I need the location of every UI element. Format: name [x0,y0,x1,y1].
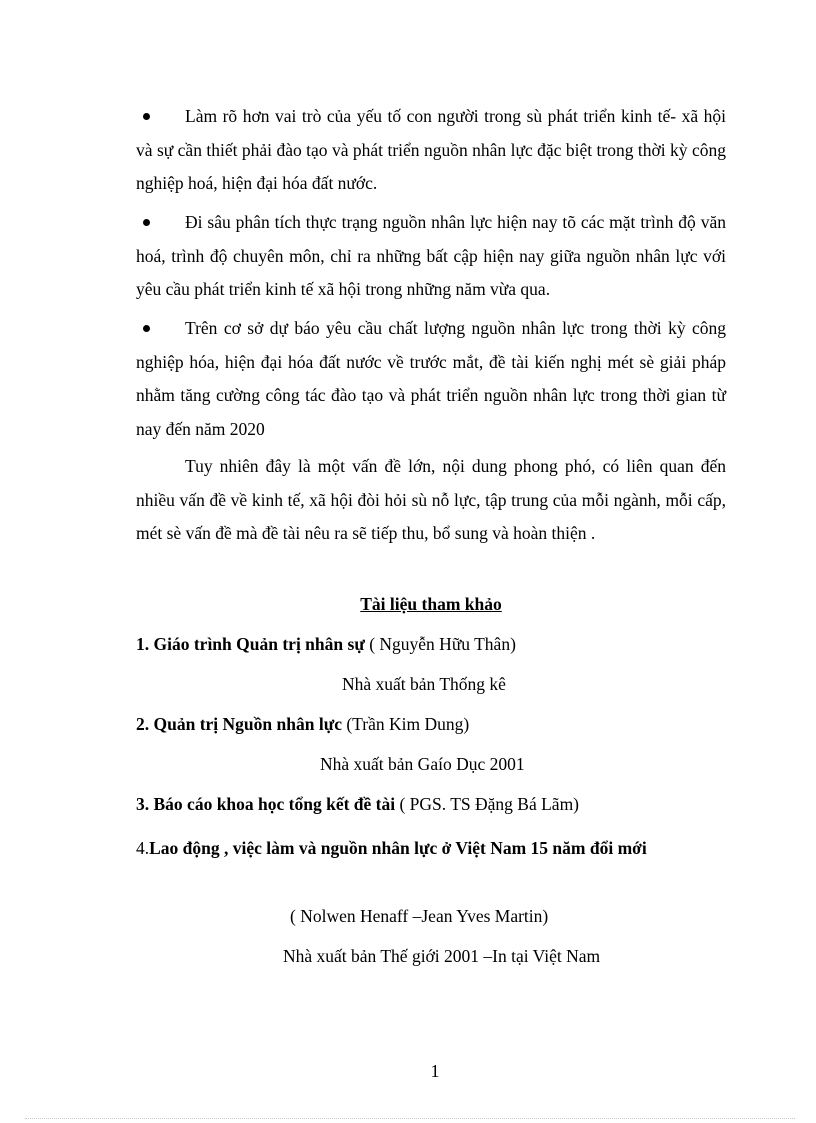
reference-title: 2. Quản trị Nguồn nhân lực [136,714,342,734]
references-heading: Tài liệu tham khảo [360,594,502,614]
reference-title: 1. Giáo trình Quản trị nhân sự [136,634,365,654]
bullet-dot [143,219,150,226]
reference-author: ( Nguyễn Hữu Thân) [364,634,516,654]
bullet-dot [143,113,150,120]
reference-item [136,632,516,656]
reference-item [136,832,676,864]
bullet-item [136,100,726,201]
reference-item [136,712,469,736]
reference-author: ( Nolwen Henaff –Jean Yves Martin) [290,906,549,926]
bullet-dot [143,325,150,332]
conclusion-paragraph: Tuy nhiên đây là một vấn đề lớn, nội dung phong phó, có liên quan đến nhiều vấn đề về kinh tế, xã hội đòi hỏi sù nỗ lực, tập trung của mỗi ngành, mỗi cấp, mét sè vấn đề mà đề tài nêu ra sẽ tiếp thu, bổ sung và hoàn thiện . [136,456,726,543]
reference-title: 3. Báo cáo khoa học tổng kết đề tài [136,794,396,814]
bullet-text: Trên cơ sở dự báo yêu cầu chất lượng nguồn nhân lực trong thời kỳ công nghiệp hóa, hiện đại hóa đất nước về trước mắt, đề tài kiến nghị mét sè giải pháp nhằm tăng cường công tác đào tạo và phát triển nguồn nhân lực trong thời gian từ nay đến năm 2020 [136,318,726,439]
reference-publisher: Nhà xuất bản Thống kê [342,674,506,694]
reference-title: Lao động , việc làm và nguồn nhân lực ở Việt Nam 15 năm đổi mới [149,838,647,858]
page-number: 1 [430,1061,440,1081]
bullet-text: Làm rõ hơn vai trò của yếu tố con người trong sù phát triển kinh tế- xã hội và sự cần thiết phải đào tạo và phát triển nguồn nhân lực đặc biệt trong thời kỳ công nghiệp hoá, hiện đại hóa đất nước. [136,106,726,193]
bullet-item [136,312,726,446]
bullet-text: Đi sâu phân tích thực trạng nguồn nhân lực hiện nay tõ các mặt trình độ văn hoá, trình độ chuyên môn, chỉ ra những bất cập hiện nay giữa nguồn nhân lực với yêu cầu phát triển kinh tế xã hội trong những năm vừa qua. [136,212,726,299]
reference-author: (Trần Kim Dung) [341,714,470,734]
bullet-item [136,206,726,307]
reference-publisher: Nhà xuất bản Thế giới 2001 –In tại Việt Nam [283,946,601,966]
footer-divider [25,1118,795,1119]
reference-author: ( PGS. TS Đặng Bá Lãm) [395,794,580,814]
reference-item [136,792,579,816]
reference-number: 4. [136,838,150,858]
reference-publisher: Nhà xuất bản Gaío Dục 2001 [320,754,525,774]
